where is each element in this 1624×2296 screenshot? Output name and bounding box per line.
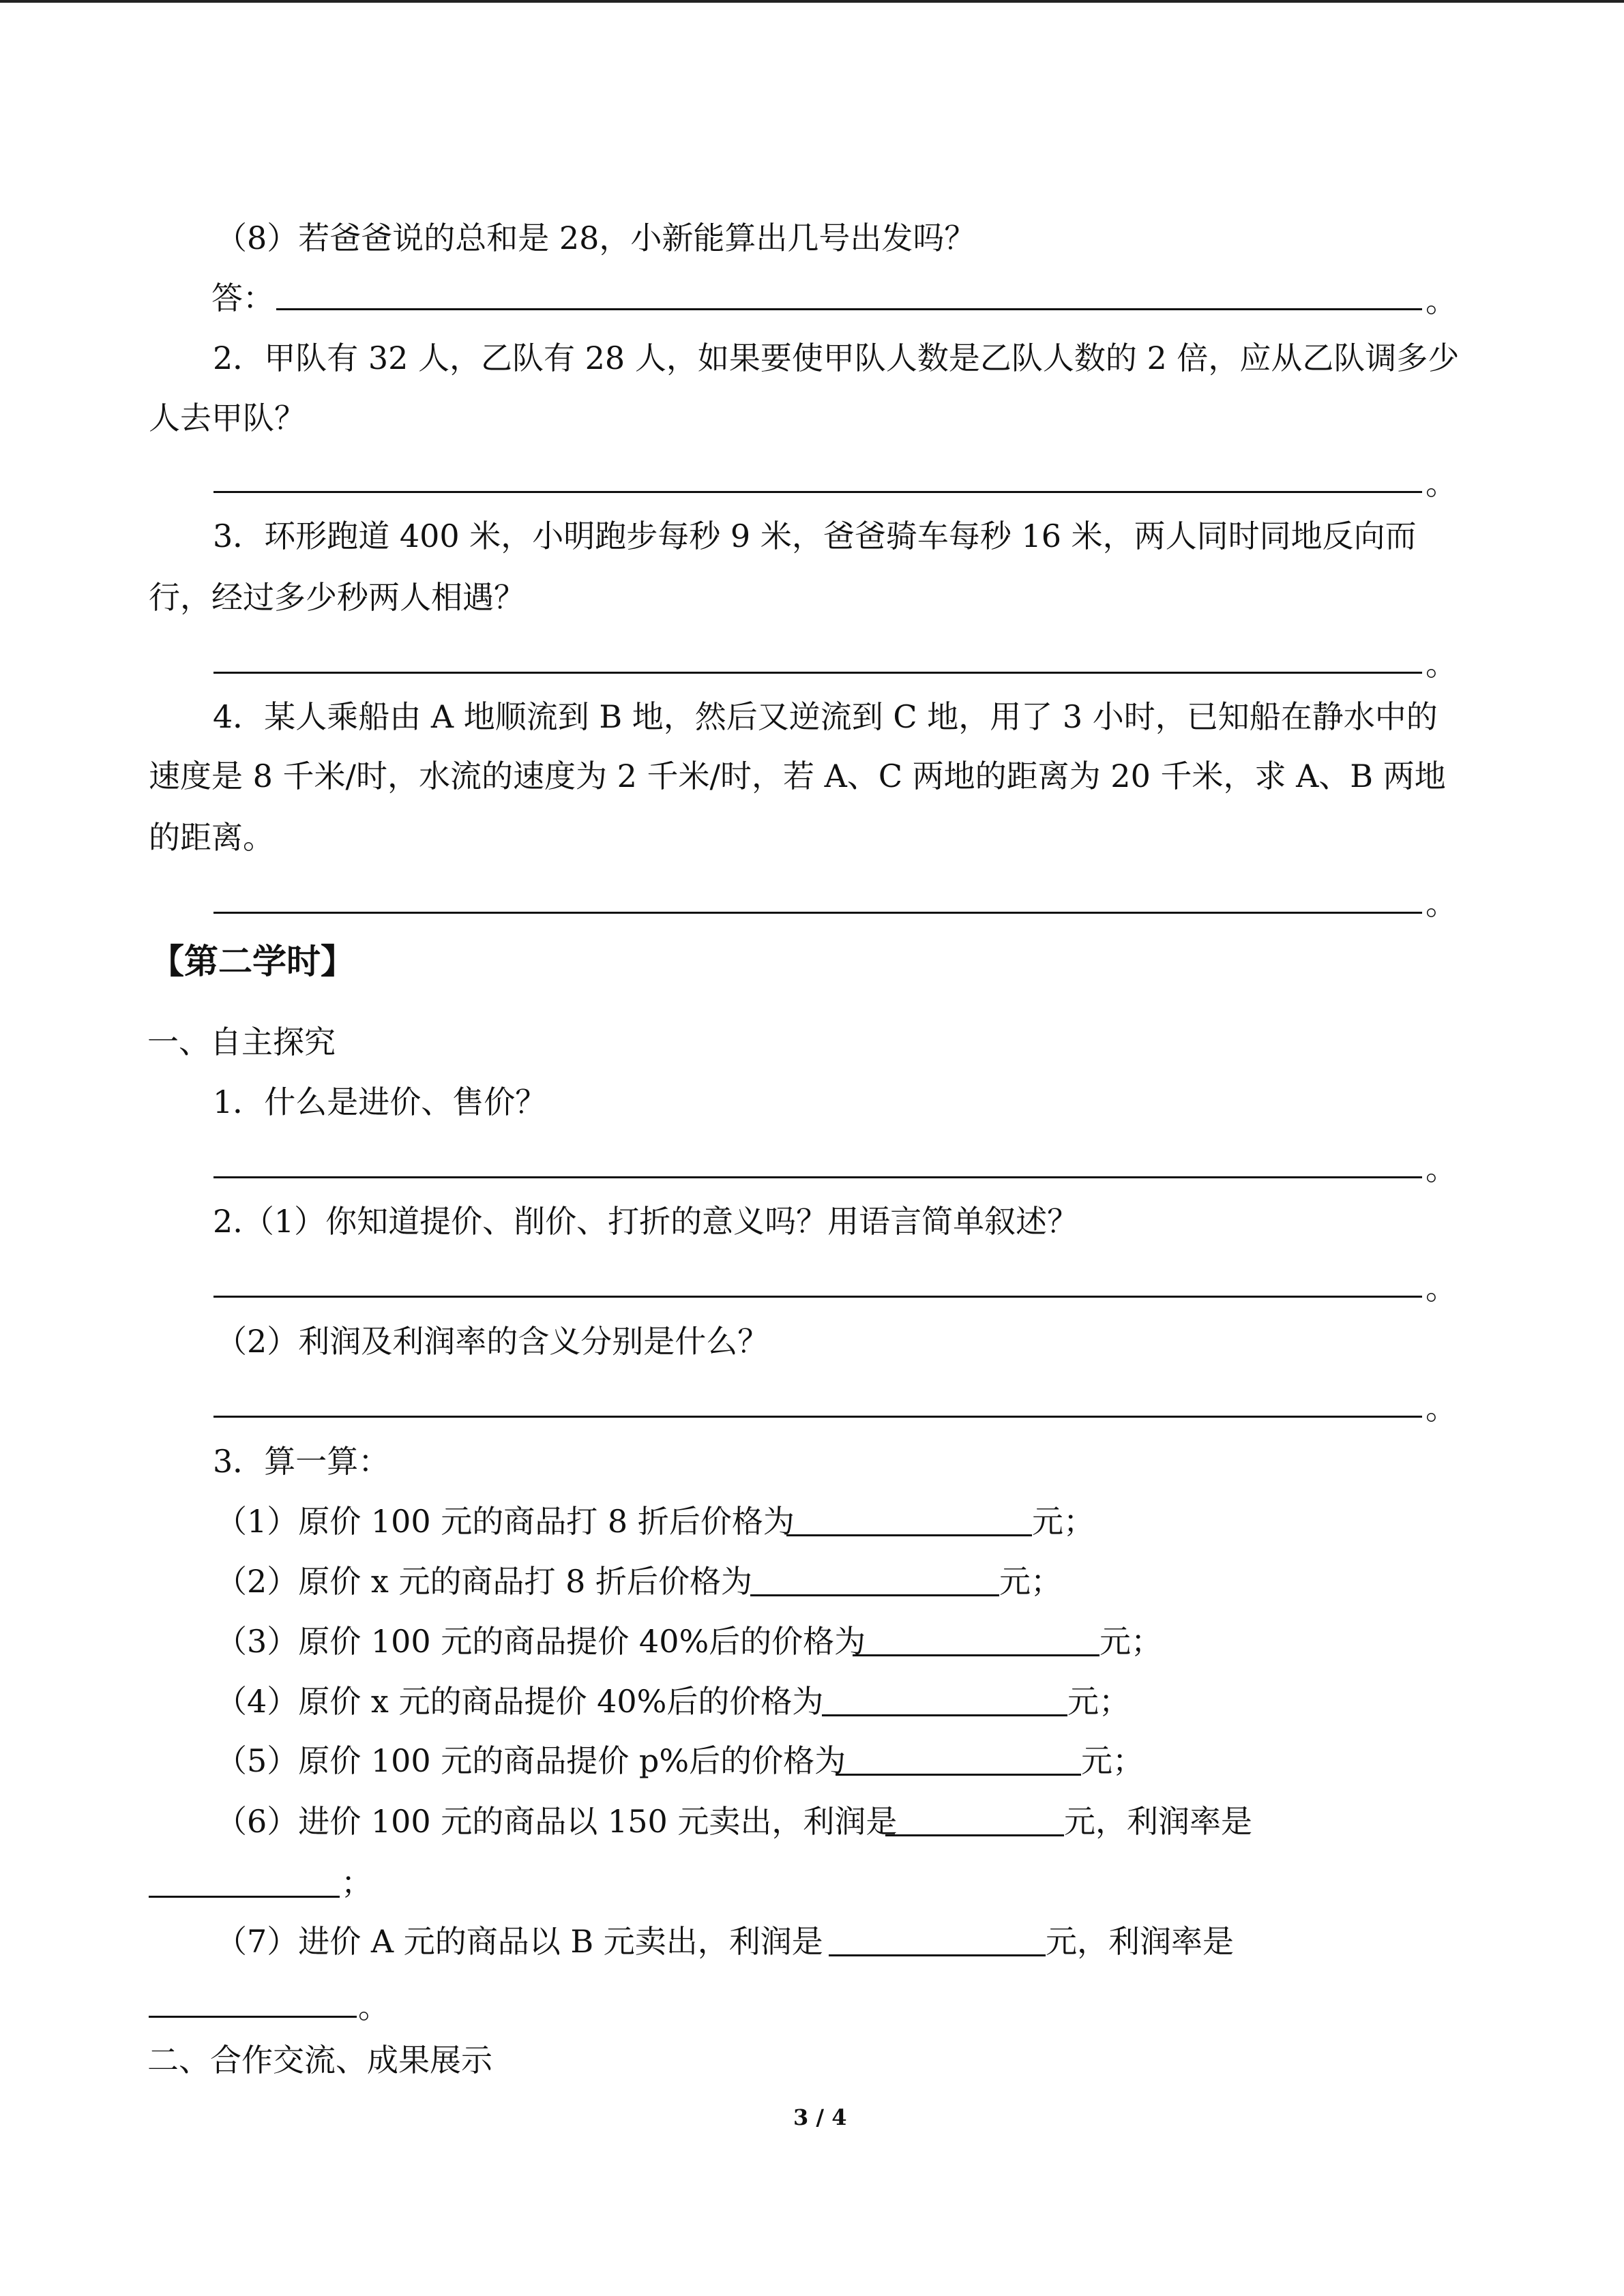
question-3-line-1: 3．环形跑道 400 米，小明跑步每秒 9 米，爸爸骑车每秒 16 米，两人同时同地反向而 [213,518,1417,554]
unit-yuan: 元； [1081,1742,1144,1779]
end-mark: 。 [1426,885,1457,922]
answer-line-q2[interactable] [213,491,1422,493]
answer-line-s1-2b[interactable] [213,1416,1422,1418]
subsection-1-title: 一、自主探究 [147,1024,336,1060]
calc-item-5: （5）原价 100 元的商品提价 p%后的价格为 [216,1742,846,1779]
unit-yuan: 元； [1067,1683,1130,1720]
end-mark: 。 [1426,1270,1457,1307]
calc-blank-1[interactable] [786,1534,1032,1536]
calc-blank-6-rate[interactable] [149,1896,340,1898]
calc-item-1: （1）原价 100 元的商品打 8 折后价格为 [216,1503,795,1540]
answer-label: 答： [211,280,274,316]
profit-rate-label: 元，利润率是 [1046,1923,1234,1960]
page-number: 3 / 4 [793,2104,847,2130]
question-s1-2: 2.（1）你知道提价、削价、打折的意义吗？用语言简单叙述？ [213,1203,1079,1240]
question-4-line-1: 4．某人乘船由 A 地顺流到 B 地，然后又逆流到 C 地，用了 3 小时，已知船在静水中的 [213,698,1438,735]
calc-item-4: （4）原价 x 元的商品提价 40%后的价格为 [216,1683,824,1720]
calc-blank-4[interactable] [822,1714,1067,1716]
question-8: （8）若爸爸说的总和是 28，小新能算出几号出发吗？ [216,220,976,256]
end-mark: 。 [1426,646,1457,683]
answer-line-q8[interactable] [276,308,1422,310]
question-s1-2b: （2）利润及利润率的含义分别是什么？ [216,1323,769,1360]
question-2-line-1: 2．甲队有 32 人，乙队有 28 人，如果要使甲队人数是乙队人数的 2 倍，应从乙队调多少 [213,340,1460,376]
end-mark: 。 [1426,282,1457,319]
end-mark: 。 [1426,1150,1457,1187]
end-mark: 。 [1426,1390,1457,1427]
calc-blank-5[interactable] [836,1774,1081,1776]
unit-yuan: 元； [999,1563,1062,1600]
question-2-line-2: 人去甲队？ [149,400,306,436]
calc-title: 3．算一算： [213,1443,390,1480]
question-s1-1: 1．什么是进价、售价？ [213,1084,547,1120]
unit-yuan: 元； [1032,1503,1095,1540]
answer-line-s1-2[interactable] [213,1296,1422,1298]
question-4-line-3: 的距离。 [149,819,274,856]
answer-line-q3[interactable] [213,672,1422,674]
calc-item-3: （3）原价 100 元的商品提价 40%后的价格为 [216,1623,866,1660]
calc-item-7: （7）进价 A 元的商品以 B 元卖出，利润是 [216,1923,823,1960]
calc-blank-7-rate[interactable] [149,2016,357,2018]
semicolon: ； [341,1864,372,1901]
profit-rate-label: 元，利润率是 [1064,1803,1252,1840]
calc-item-6: （6）进价 100 元的商品以 150 元卖出，利润是 [216,1803,898,1840]
calc-item-2: （2）原价 x 元的商品打 8 折后价格为 [216,1563,752,1600]
question-3-line-2: 行，经过多少秒两人相遇？ [149,579,525,616]
unit-yuan: 元； [1099,1623,1162,1660]
calc-blank-6-profit[interactable] [885,1834,1064,1836]
answer-line-s1-1[interactable] [213,1176,1422,1178]
calc-blank-3[interactable] [853,1654,1099,1656]
calc-blank-2[interactable] [750,1594,999,1596]
section-heading: 【第二学时】 [150,941,355,981]
end-mark: 。 [358,1988,389,2025]
end-mark: 。 [1426,465,1457,502]
calc-blank-7-profit[interactable] [829,1954,1046,1956]
answer-line-q4[interactable] [213,912,1422,914]
question-4-line-2: 速度是 8 千米/时，水流的速度为 2 千米/时，若 A、C 两地的距离为 20 千米，求 A、B 两地 [149,758,1446,794]
page-top-border [0,0,1624,3]
subsection-2-title: 二、合作交流、成果展示 [147,2042,492,2078]
